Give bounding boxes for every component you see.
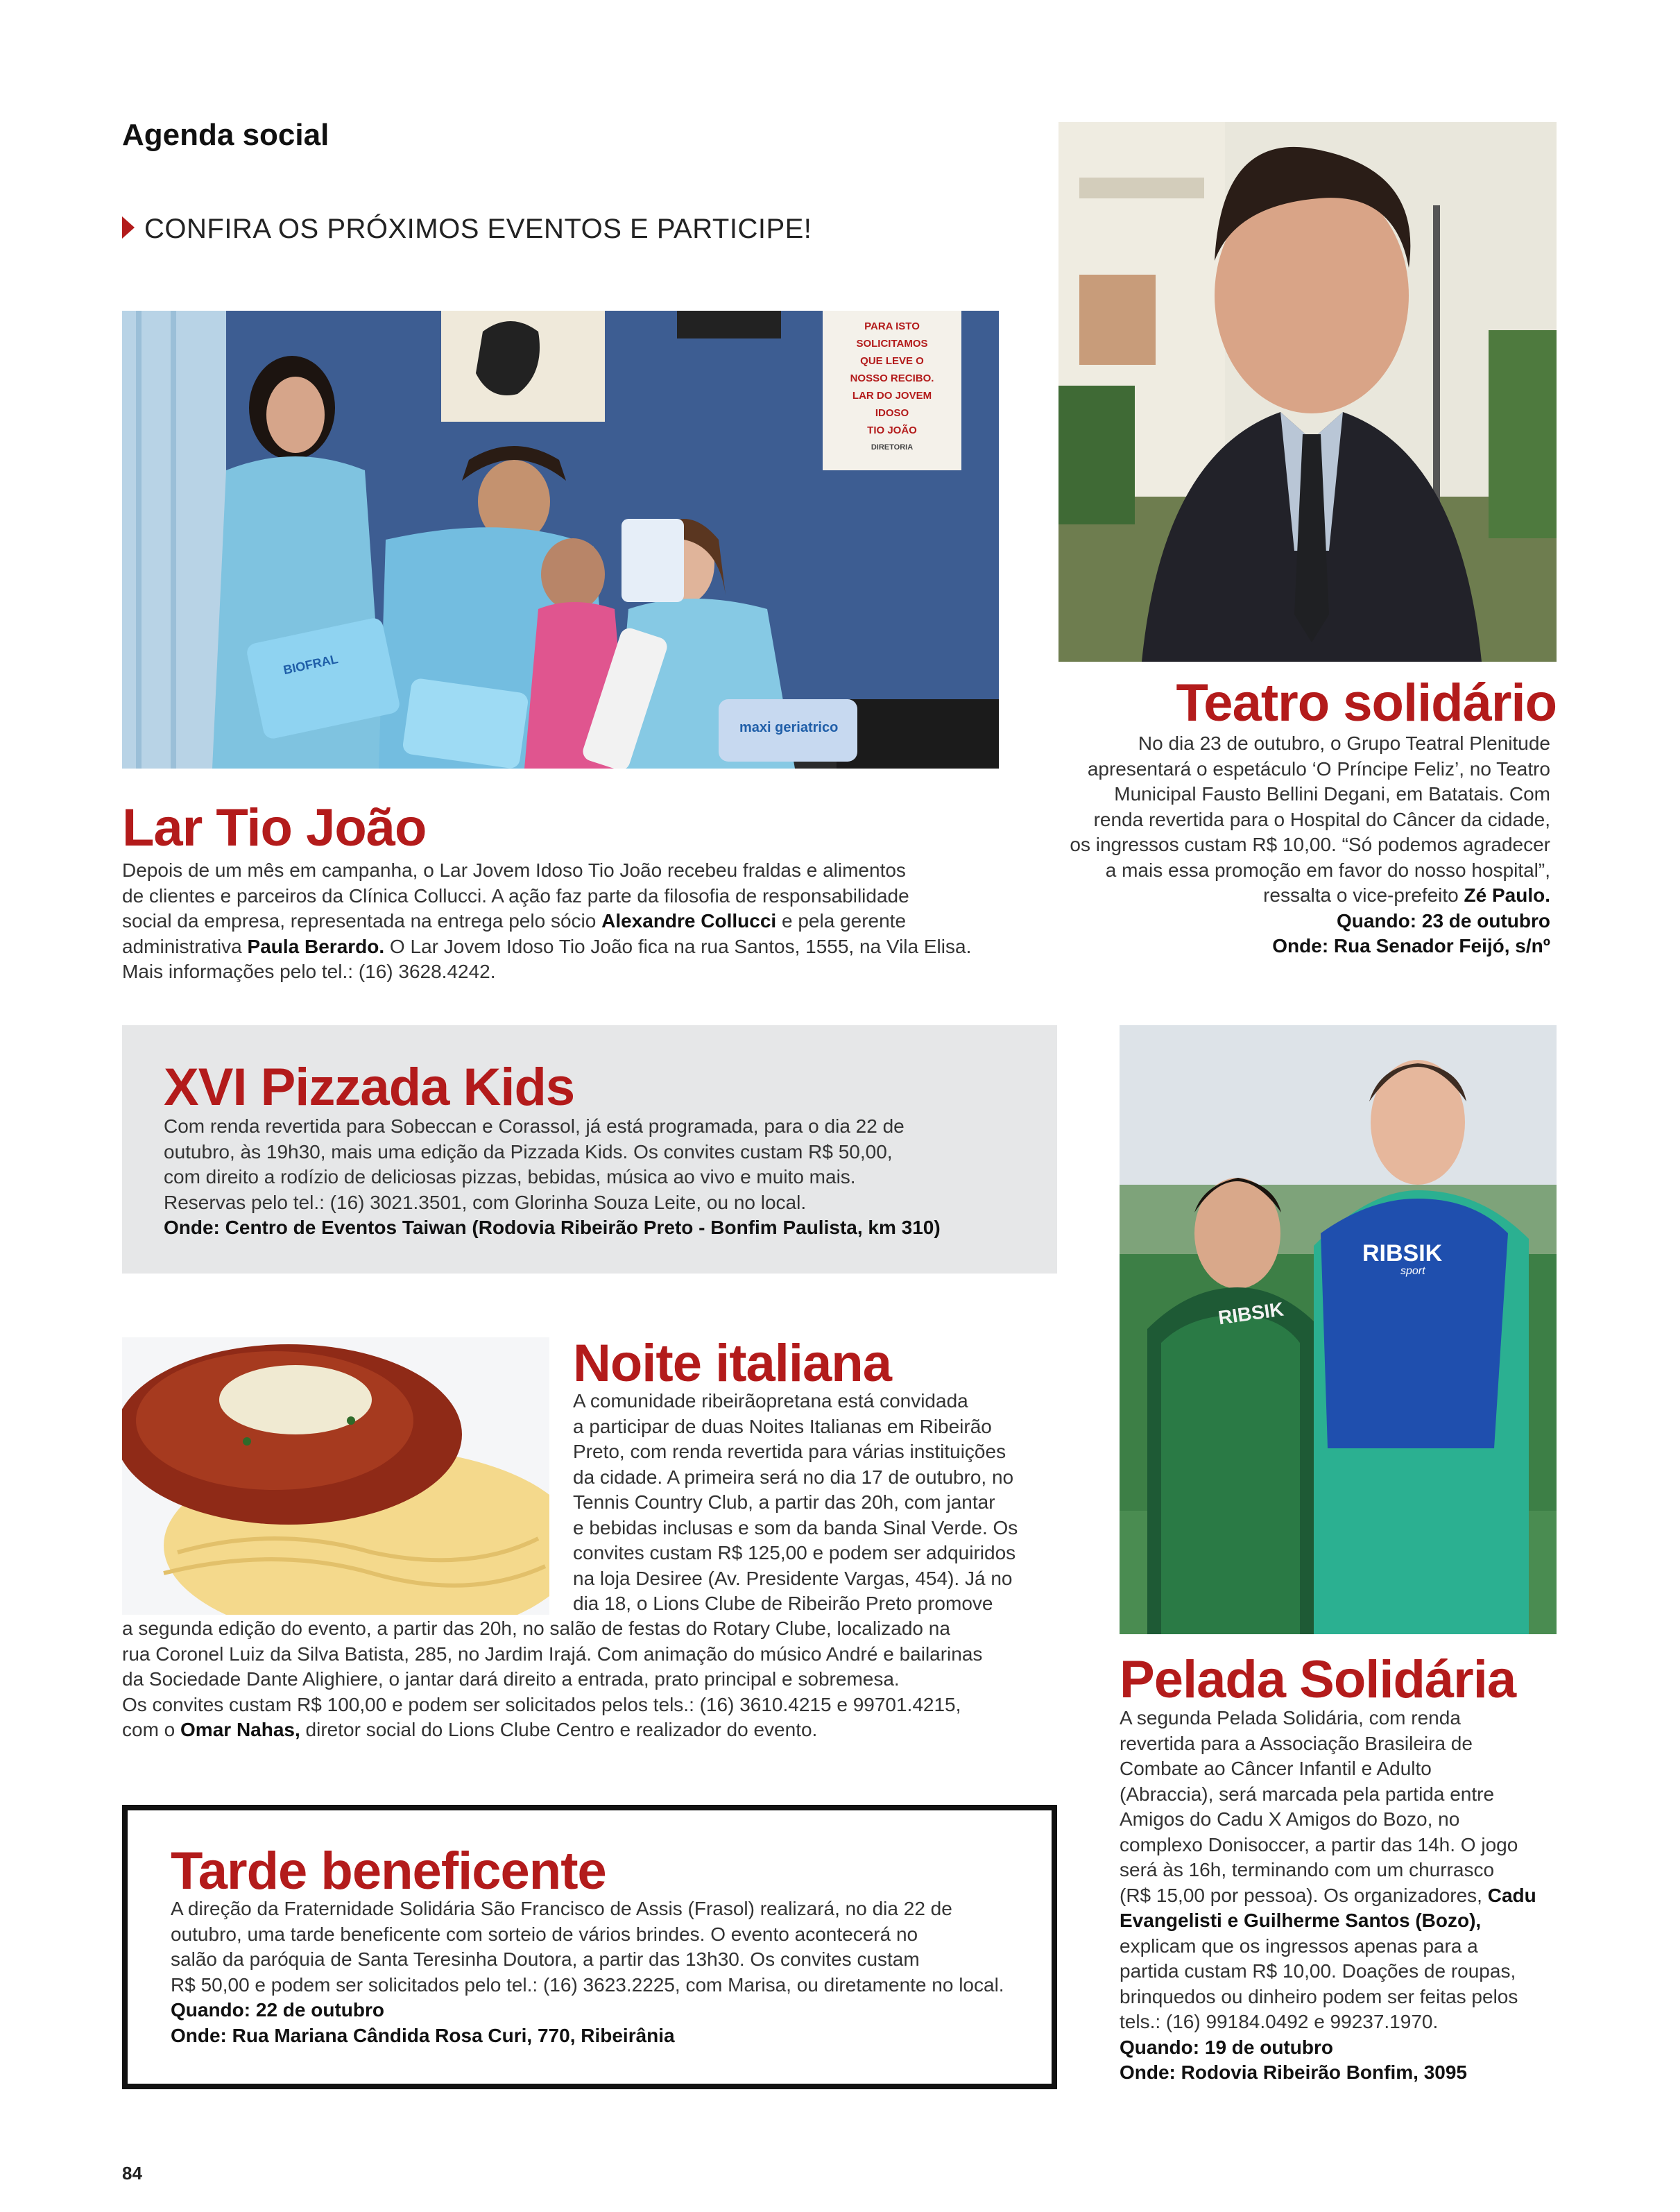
teatro-when: Quando: 23 de outubro [1337,909,1550,932]
section-label: Agenda social [122,118,329,152]
noite-title: Noite italiana [573,1334,891,1393]
alexandre-collucci: Alexandre Collucci [601,910,777,932]
tarde-when: Quando: 22 de outubro [171,1999,384,2021]
page-number: 84 [122,2163,142,2184]
teatro-title: Teatro solidário [1176,674,1557,732]
noite-body-wide: a segunda edição do evento, a partir das 20h, no salão de festas do Rotary Clube, localizado na rua Coronel Luiz da Silva Batista, 285, no Jardim Irajá. Com animação do músico André e bailarinas da Sociedade Dante Alighiere, o jantar dará direito a entrada, prato principal e sobremesa. Os convites custam R$ 100,00 e podem ser solicitados pelos tels.: (16) 3610.4215 e 99701.4215, com o Omar Nahas, diretor social do Lions Clube Centro e realizador do evento. [122,1618,983,1740]
noite-body-narrow: A comunidade ribeirãopretana está convidada a participar de duas Noites Italianas em Ribeirão Preto, com renda revertida para várias instituições da cidade. A primeira será no dia 17 de outubro, no Tennis Country Club, a partir das 20h, com jantar e bebidas inclusas e som da banda Sinal Verde. Os convites custam R$ 125,00 e podem ser adquiridos na loja Desiree (Av. Presidente Vargas, 454). Já no dia 18, o Lions Clube de Ribeirão Preto promove [573,1390,1018,1614]
shirt-sub-right: sport [1400,1265,1425,1277]
pelada-photo [1120,1025,1557,1634]
pelada-title: Pelada Solidária [1120,1650,1516,1709]
paula-berardo: Paula Berardo. [247,935,385,957]
arrow-icon [122,216,135,239]
tagline-text: CONFIRA OS PRÓXIMOS EVENTOS E PARTICIPE! [144,214,812,244]
noite-italiana-photo [122,1337,549,1615]
pelada-where: Onde: Rodovia Ribeirão Bonfim, 3095 [1120,2061,1467,2083]
cadu: Cadu [1487,1884,1536,1906]
poster-text: PARA ISTO SOLICITAMOS QUE LEVE O NOSSO RECIBO. LAR DO JOVEM IDOSO TIO JOÃO DIRETORIA [850,320,934,452]
organizers: Evangelisti e Guilherme Santos (Bozo), [1120,1910,1482,1931]
tagline [122,214,812,245]
lar-body: Depois de um mês em campanha, o Lar Jovem Idoso Tio João recebeu fraldas e alimentos de clientes e parceiros da Clínica Collucci. A ação faz parte da filosofia de responsabilidade social da empresa, representada na entrega pelo sócio Alexandre Collucci e pela gerente administrativa Paula Berardo. O Lar Jovem Idoso Tio João fica na rua Santos, 1555, na Vila Elisa. Mais informações pelo tel.: (16) 3628.4242. [122,859,972,982]
package-text: maxi geriatrico [739,720,839,735]
ze-paulo: Zé Paulo. [1464,884,1550,906]
shirt-brand-right: RIBSIK [1362,1240,1443,1267]
teatro-where: Onde: Rua Senador Feijó, s/nº [1272,935,1550,957]
pelada-when: Quando: 19 de outubro [1120,2036,1333,2058]
lar-tio-joao-photo [122,311,999,769]
tarde-where: Onde: Rua Mariana Cândida Rosa Curi, 770, Ribeirânia [171,2024,675,2046]
tarde-body: A direção da Fraternidade Solidária São Francisco de Assis (Frasol) realizará, no dia 22 de outubro, uma tarde beneficente com sorteio de vários brindes. O evento acontecerá no salão da paróquia de Santa Teresinha Doutora, a partir das 13h30. Os convites custam R$ 50,00 e podem ser solicitados pelo tel.: (16) 3623.2225, com Marisa, ou diretamente no local. Quando: 22 de outubro Onde: Rua Mariana Cândida Rosa Curi, 770, Ribeirânia [171,1896,1045,2048]
pelada-body: A segunda Pelada Solidária, com renda revertida para a Associação Brasileira de Combate ao Câncer Infantil e Adulto (Abraccia), será marcada pela partida entre Amigos do Cadu X Amigos do Bozo, no complexo Donisoccer, a partir das 14h. O jogo será às 16h, terminando com um churrasco (R$ 15,00 por pessoa). Os organizadores, Cadu Evangelisti e Guilherme Santos (Bozo), explicam que os ingressos apenas para a partida custam R$ 10,00. Doações de roupas, brinquedos ou dinheiro podem ser feitas pelos tels.: (16) 99184.0492 e 99237.1970. Quando: 19 de outubro Onde: Rodovia Ribeirão Bonfim, 3095 [1120,1706,1557,2086]
shirt-brand-left: RIBSIK [1217,1298,1285,1329]
pizzada-title: XVI Pizzada Kids [164,1058,575,1117]
package-brand: BIOFRAL [282,651,340,678]
pizzada-body: Com renda revertida para Sobeccan e Corassol, já está programada, para o dia 22 de outubro, às 19h30, mais uma edição da Pizzada Kids. Os convites custam R$ 50,00, com direito a rodízio de deliciosas pizzas, bebidas, música ao vivo e muito mais. Reservas pelo tel.: (16) 3021.3501, com Glorinha Souza Leite, ou no local. Onde: Centro de Eventos Taiwan (Rodovia Ribeirão Preto - Bonfim Paulista, km 310) [164,1114,1045,1241]
omar-nahas: Omar Nahas, [180,1719,300,1740]
teatro-body: No dia 23 de outubro, o Grupo Teatral Plenitude apresentará o espetáculo ‘O Príncipe Feliz’, no Teatro Municipal Fausto Bellini Degani, em Batatais. Com renda revertida para o Hospital do Câncer da cidade, os ingressos custam R$ 10,00. “Só podemos agradecer a mais essa promoção em favor do nosso hospital”, ressalta o vice-prefeito Zé Paulo. Quando: 23 de outubro Onde: Rua Senador Feijó, s/nº [971,731,1550,959]
lar-title: Lar Tio João [122,798,427,857]
teatro-portrait-photo [1058,122,1557,662]
tarde-title: Tarde beneficente [171,1842,606,1901]
pizzada-where: Onde: Centro de Eventos Taiwan (Rodovia Ribeirão Preto - Bonfim Paulista, km 310) [164,1217,941,1238]
